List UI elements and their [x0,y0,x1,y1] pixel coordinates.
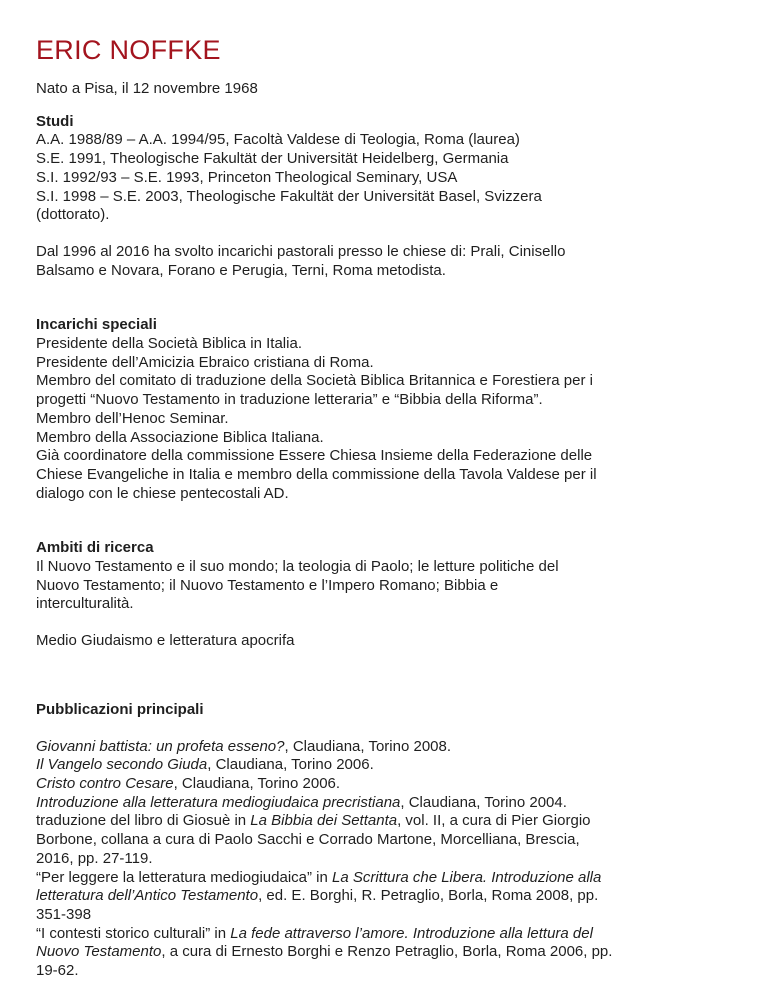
publication-title: Nuovo Testamento [36,943,162,961]
publication-title: La Scrittura che Libera. Introduzione alla [332,868,602,886]
incarichi-item: Già coordinatore della commissione Essere Chiesa Insieme della Federazione delle [36,447,593,465]
publication-title: La fede attraverso l’amore. Introduzione alla lettura del [230,924,593,942]
publication-details: 351-398 [36,905,92,923]
incarichi-item: Membro della Associazione Biblica Italiana. [36,428,324,446]
publication-item [36,775,732,794]
studi-item: S.I. 1992/93 – S.E. 1993, Princeton Theological Seminary, USA [36,168,458,186]
incarichi-item: Presidente dell’Amicizia Ebraico cristiana di Roma. [36,353,374,371]
studi-item: A.A. 1988/89 – A.A. 1994/95, Facoltà Valdese di Teologia, Roma (laurea) [36,131,520,149]
publication-details: , Claudiana, Torino 2004. [400,793,567,811]
pastoral-line: Balsamo e Novara, Forano e Perugia, Terni, Roma metodista. [36,261,446,279]
pastoral-line: Dal 1996 al 2016 ha svolto incarichi pastorali presso le chiese di: Prali, Cinisello [36,242,566,260]
incarichi-item: dialogo con le chiese pentecostali AD. [36,484,289,502]
studi-item: S.I. 1998 – S.E. 2003, Theologische Fakultät der Universität Basel, Svizzera [36,187,542,205]
publication-item [36,756,732,775]
publication-details: Borbone, collana a cura di Paolo Sacchi e Corrado Martone, Morcelliana, Brescia, [36,831,580,849]
publication-title: La Bibbia dei Settanta [250,812,398,830]
ricerca-section [36,539,732,651]
publication-details: , ed. E. Borghi, R. Petraglio, Borla, Roma 2008, pp. [258,887,599,905]
publication-title: Cristo contro Cesare [36,774,174,792]
publication-item [36,794,732,813]
ricerca-item: interculturalità. [36,595,134,613]
birth-info: Nato a Pisa, il 12 novembre 1968 [36,80,258,97]
publication-title: Introduzione alla letteratura mediogiudaica precristiana [36,793,401,811]
incarichi-item: Membro del comitato di traduzione della Società Biblica Britannica e Forestiera per i [36,372,593,390]
incarichi-heading: Incarichi speciali [36,316,157,334]
ricerca-item: Nuovo Testamento; il Nuovo Testamento e l’Impero Romano; Bibbia e [36,576,499,594]
studi-item: S.E. 1991, Theologische Fakultät der Universität Heidelberg, Germania [36,150,509,168]
publication-title: letteratura dell’Antico Testamento [36,887,259,905]
publication-title: Il Vangelo secondo Giuda [36,756,208,774]
incarichi-item: Membro dell’Henoc Seminar. [36,409,229,427]
incarichi-section [36,316,732,503]
ricerca-extra: Medio Giudaismo e letteratura apocrifa [36,632,295,650]
page-title: ERIC NOFFKE [36,35,221,65]
studi-item: (dottorato). [36,206,110,224]
publication-item [36,943,732,962]
publication-details: 2016, pp. 27-119. [36,849,153,867]
studi-heading: Studi [36,112,74,130]
incarichi-item: progetti “Nuovo Testamento in traduzione letteraria” e “Bibbia della Riforma”. [36,391,543,409]
publication-item [36,869,732,888]
ricerca-item: Il Nuovo Testamento e il suo mondo; la teologia di Paolo; le letture politiche del [36,558,559,576]
publication-item [36,887,732,906]
publication-details: traduzione del libro di Giosuè in [36,812,251,830]
studi-section [36,113,732,225]
publication-details: , Claudiana, Torino 2008. [284,737,452,755]
incarichi-item: Chiese Evangeliche in Italia e membro della commissione della Tavola Valdese per il [36,465,597,483]
ricerca-heading: Ambiti di ricerca [36,539,154,557]
publication-item [36,738,732,757]
publication-title: Giovanni battista: un profeta esseno? [36,737,285,755]
publication-details: “Per leggere la letteratura mediogiudaica” in [36,868,332,886]
publication-details: 19-62. [36,962,79,980]
incarichi-item: Presidente della Società Biblica in Italia. [36,335,302,353]
publication-details: , a cura di Ernesto Borghi e Renzo Petraglio, Borla, Roma 2006, pp. [161,943,613,961]
publication-item [36,812,732,831]
pubblicazioni-section [36,701,732,981]
publication-details: , Claudiana, Torino 2006. [173,774,341,792]
publication-details: “I contesti storico culturali” in [36,924,231,942]
pubblicazioni-heading: Pubblicazioni principali [36,700,204,718]
publication-details: , Claudiana, Torino 2006. [207,756,374,774]
publication-item [36,925,732,944]
publication-details: , vol. II, a cura di Pier Giorgio [397,812,591,830]
pastoral-paragraph [36,243,732,280]
